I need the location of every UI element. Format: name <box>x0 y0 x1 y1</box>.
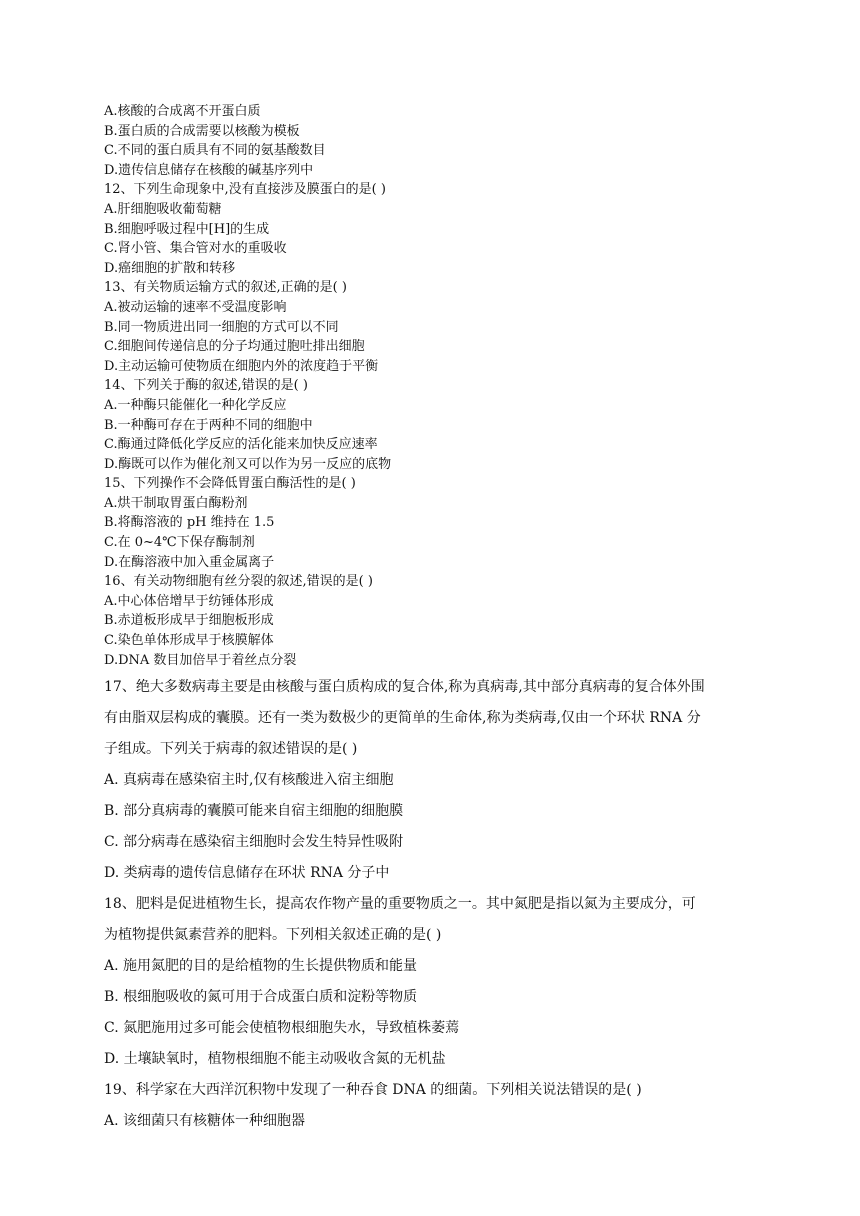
text-line: B.赤道板形成早于细胞板形成 <box>104 613 274 629</box>
question-stem: 17、绝大多数病毒主要是由核酸与蛋白质构成的复合体,称为真病毒,其中部分真病毒的复合体外围 <box>104 679 705 695</box>
text-line: A.肝细胞吸收葡萄糖 <box>104 201 222 217</box>
text-line: C.不同的蛋白质具有不同的氨基酸数目 <box>104 143 326 159</box>
text-line: C.染色单体形成早于核膜解体 <box>104 633 274 649</box>
text-line: B.一种酶可存在于两种不同的细胞中 <box>104 417 313 433</box>
text-line: D.主动运输可使物质在细胞内外的浓度趋于平衡 <box>104 358 379 374</box>
text-line: A.中心体倍增早于纺锤体形成 <box>104 593 274 609</box>
compact-question-block <box>104 102 804 670</box>
question-stem: 12、下列生命现象中,没有直接涉及膜蛋白的是( ) <box>104 182 386 198</box>
text-line: B.蛋白质的合成需要以核酸为模板 <box>104 123 300 139</box>
question-stem: 19、科学家在大西洋沉积物中发现了一种吞食 DNA 的细菌。下列相关说法错误的是( ) <box>104 1082 642 1098</box>
text-line: A. 真病毒在感染宿主时,仅有核酸进入宿主细胞 <box>104 772 394 788</box>
question-stem: 13、有关物质运输方式的叙述,正确的是( ) <box>104 280 347 296</box>
text-line: A.被动运输的速率不受温度影响 <box>104 299 287 315</box>
text-line: A. 该细菌只有核糖体一种细胞器 <box>104 1113 306 1129</box>
text-line: A.烘干制取胃蛋白酶粉剂 <box>104 495 248 511</box>
text-line: D.酶既可以作为催化剂又可以作为另一反应的底物 <box>104 456 392 472</box>
text-line: B.细胞呼吸过程中[H]的生成 <box>104 221 270 237</box>
text-line: B.同一物质进出同一细胞的方式可以不同 <box>104 319 339 335</box>
text-line: B. 部分真病毒的囊膜可能来自宿主细胞的细胞膜 <box>104 803 404 819</box>
text-line: D. 类病毒的遗传信息储存在环状 RNA 分子中 <box>104 865 390 881</box>
text-line: B. 根细胞吸收的氮可用于合成蛋白质和淀粉等物质 <box>104 989 418 1005</box>
text-line: 有由脂双层构成的囊膜。还有一类为数极少的更简单的生命体,称为类病毒,仅由一个环状 RNA 分 <box>104 710 701 726</box>
text-line: A.一种酶只能催化一种化学反应 <box>104 397 287 413</box>
text-line: B.将酶溶液的 pH 维持在 1.5 <box>104 515 275 531</box>
text-line: C.酶通过降低化学反应的活化能来加快反应速率 <box>104 437 378 453</box>
text-line: D.遗传信息储存在核酸的碱基序列中 <box>104 162 314 178</box>
text-line: C. 部分病毒在感染宿主细胞时会发生特异性吸附 <box>104 834 404 850</box>
question-stem: 14、下列关于酶的叙述,错误的是( ) <box>104 378 308 394</box>
text-line: 为植物提供氮素营养的肥料。下列相关叙述正确的是( ) <box>104 927 442 943</box>
text-line: A.核酸的合成离不开蛋白质 <box>104 104 261 119</box>
text-line: C.在 0~4℃下保存酶制剂 <box>104 535 255 551</box>
wide-question-block <box>104 672 764 1137</box>
text-line: D.在酶溶液中加入重金属离子 <box>104 554 275 570</box>
text-line: D.癌细胞的扩散和转移 <box>104 260 236 276</box>
question-stem: 16、有关动物细胞有丝分裂的叙述,错误的是( ) <box>104 574 373 590</box>
text-line: C.肾小管、集合管对水的重吸收 <box>104 241 287 257</box>
question-stem: 18、肥料是促进植物生长，提高农作物产量的重要物质之一。其中氮肥是指以氮为主要成分，可 <box>104 896 696 912</box>
text-line: C.细胞间传递信息的分子均通过胞吐排出细胞 <box>104 339 365 355</box>
text-line: C. 氮肥施用过多可能会使植物根细胞失水，导致植株萎蔫 <box>104 1020 460 1036</box>
text-line: D.DNA 数目加倍早于着丝点分裂 <box>104 652 297 668</box>
question-stem: 15、下列操作不会降低胃蛋白酶活性的是( ) <box>104 476 356 492</box>
text-line: 子组成。下列关于病毒的叙述错误的是( ) <box>104 741 358 757</box>
text-line: A. 施用氮肥的目的是给植物的生长提供物质和能量 <box>104 958 418 974</box>
text-line: D. 土壤缺氧时，植物根细胞不能主动吸收含氮的无机盐 <box>104 1051 446 1067</box>
